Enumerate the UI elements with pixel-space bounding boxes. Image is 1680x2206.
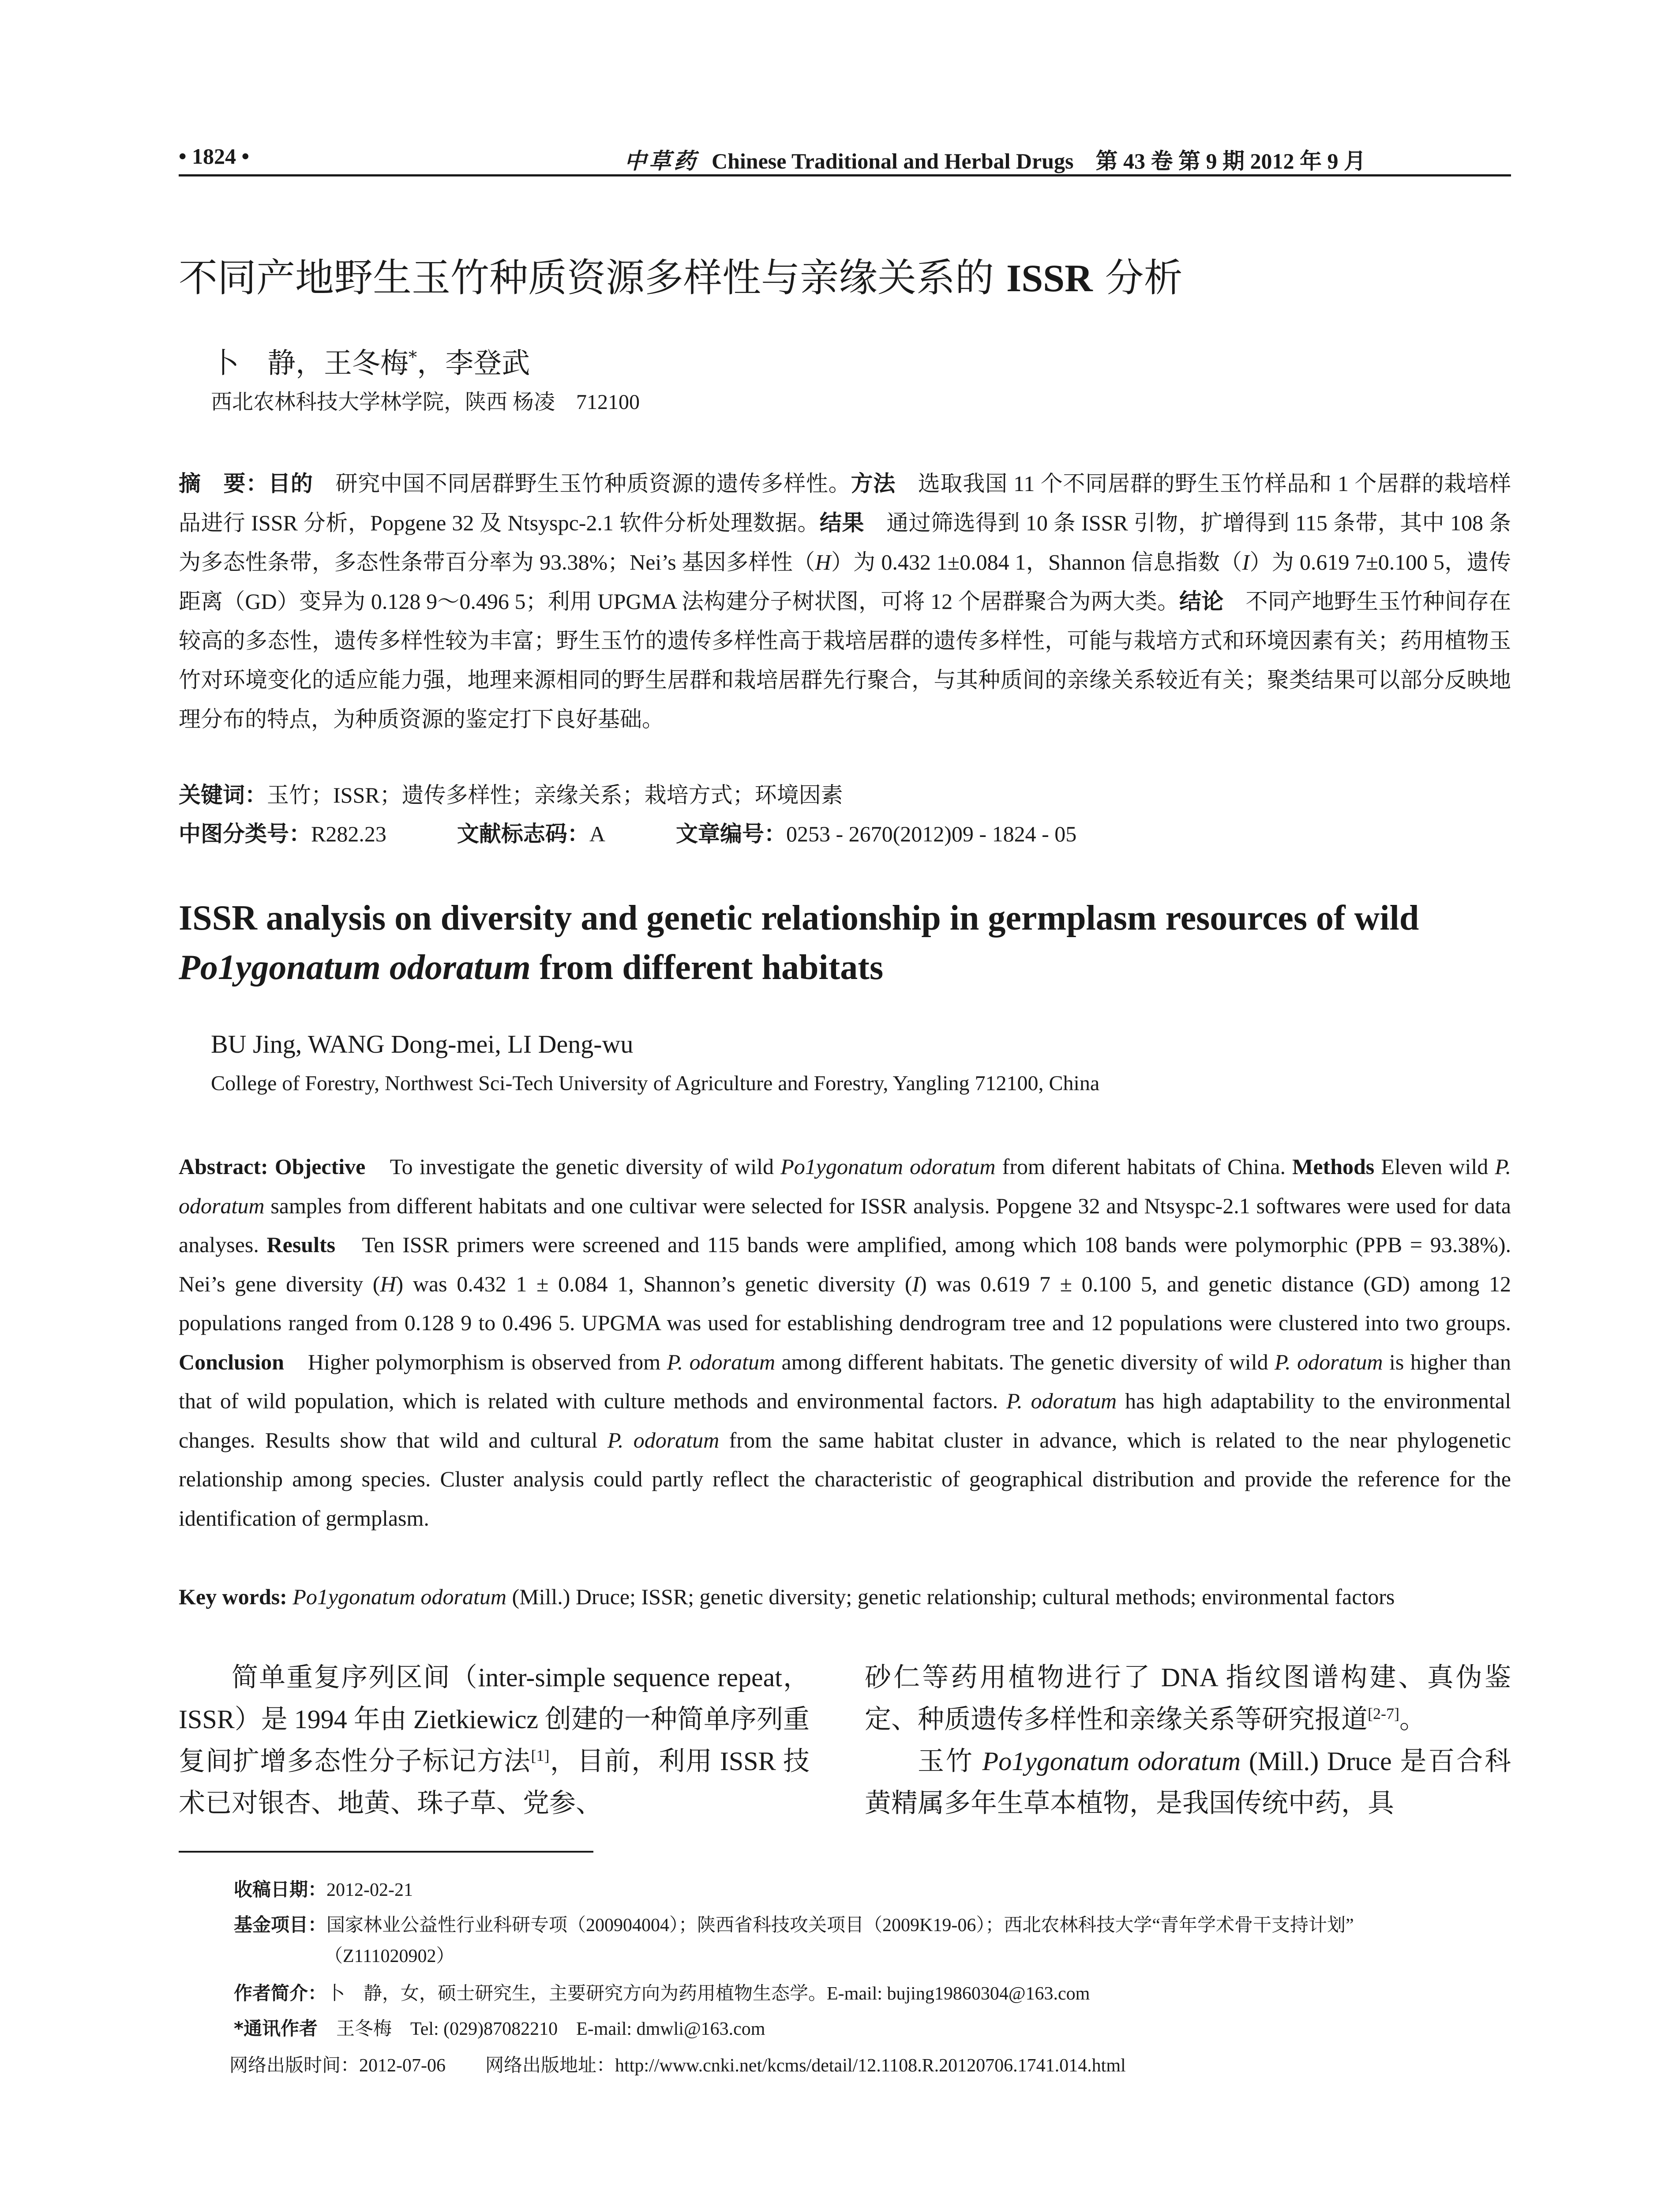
issue-info: 第 43 卷 第 9 期 2012 年 9 月: [1095, 149, 1366, 173]
footnote-corresponding: *通讯作者 王冬梅 Tel: (029)87082210 E-mail: dmwli@163.com: [234, 2018, 765, 2039]
footnote-fund: 基金项目：国家林业公益性行业科研专项（200904004）；陕西省科技攻关项目（2009K19-06）；西北农林科技大学“青年学术骨干支持计划”: [234, 1914, 1354, 1936]
footnote-received: 收稿日期：2012-02-21: [234, 1879, 413, 1900]
citation-ref[interactable]: [1]: [531, 1747, 550, 1764]
page-number: • 1824 •: [179, 144, 250, 169]
body-column-right: [865, 1657, 1511, 1824]
running-header: [179, 143, 1511, 179]
cn-abstract: 摘 要：目的 研究中国不同居群野生玉竹种质资源的遗传多样性。方法 选取我国 11 个不同居群的野生玉竹样品和 1 个居群的栽培样品进行 ISSR 分析，Popgene 32 及 Ntsyspc-2.1 软件分析处理数据。结果 通过筛选得到 10 条 ISSR 引物，扩增得到 115 条带，其中 108 条为多态性条带，多态性条带百分率为 93.38%；Nei’s 基因多样性（H）为 0.432 1±0.084 1，Shannon 信息指数（I）为 0.619 7±0.100 5，遗传距离（GD）变异为 0.128 9～0.496 5；利用 UPGMA 法构建分子树状图，可将 12 个居群聚合为两大类。结论 不同产地野生玉竹种间存在较高的多态性，遗传多样性较为丰富；野生玉竹的遗传多样性高于栽培居群的遗传多样性，可能与栽培方式和环境因素有关；药用植物玉竹对环境变化的适应能力强，地理来源相同的野生居群和栽培居群先行聚合，与其种质间的亲缘关系较近有关；聚类结果可以部分反映地理分布的特点，为种质资源的鉴定打下良好基础。: [179, 471, 1511, 732]
cn-keywords: 关键词：玉竹；ISSR；遗传多样性；亲缘关系；栽培方式；环境因素: [179, 782, 843, 808]
footnote-fund-cont: （Z111020902）: [324, 1946, 455, 1966]
citation-ref[interactable]: [2-7]: [1368, 1705, 1399, 1722]
en-abstract: Abstract: Objective To investigate the genetic diversity of wild Po1ygonatum odoratum from diferent habitats of China. Methods Eleven wild P. odoratum samples from different habitats and one cultivar were selected for ISSR analysis. Popgene 32 and Ntsyspc-2.1 softwares were used for data analyses. Results Ten ISSR primers were screened and 115 bands were amplified, among which 108 bands were polymorphic (PPB = 93.38%). Nei’s gene diversity (H) was 0.432 1 ± 0.084 1, Shannon’s genetic diversity (I) was 0.619 7 ± 0.100 5, and genetic distance (GD) among 12 populations ranged from 0.128 9 to 0.496 5. UPGMA was used for establishing dendrogram tree and 12 populations were clustered into two groups. Conclusion Higher polymorphism is observed from P. odoratum among different habitats. The genetic diversity of wild P. odoratum is higher than that of wild population, which is related with culture methods and environmental factors. P. odoratum has high adaptability to the environmental changes. Results show that wild and cultural P. odoratum from the same habitat cluster in advance, which is related to the near phylogenetic relationship among species. Cluster analysis could partly reflect the characteristic of geographical distribution and provide the reference for the identification of germplasm.: [179, 1154, 1511, 1531]
body-paragraph: 砂仁等药用植物进行了 DNA 指纹图谱构建、真伪鉴定、种质遗传多样性和亲缘关系等研究报道[2-7]。: [865, 1663, 1511, 1734]
header-rule: [179, 174, 1511, 176]
journal-name: [624, 143, 1366, 175]
cn-classification: 中图分类号：R282.23 文献标志码：A 文章编号：0253 - 2670(2012)09 - 1824 - 05: [179, 821, 1077, 847]
footnote-rule: [179, 1851, 593, 1853]
online-address-link[interactable]: http://www.cnki.net/kcms/detail/12.1108.R.20120706.1741.014.html: [615, 2056, 1126, 2076]
cn-authors: 卜 静，王冬梅*，李登武: [211, 347, 530, 380]
en-authors: BU Jing, WANG Dong-mei, LI Deng-wu: [211, 1030, 634, 1058]
en-affiliation: College of Forestry, Northwest Sci-Tech University of Agriculture and Forestry, Yangling 712100, China: [211, 1072, 1100, 1095]
en-keywords: Key words: Po1ygonatum odoratum (Mill.) Druce; ISSR; genetic diversity; genetic relationship; cultural methods; environmental factors: [179, 1584, 1395, 1609]
en-title: ISSR analysis on diversity and genetic relationship in germplasm resources of wild Po1ygonatum odoratum from different habitats: [179, 899, 1419, 987]
body-paragraph: 玉竹 Po1ygonatum odoratum (Mill.) Druce 是百合科黄精属多年生草本植物，是我国传统中药，具: [865, 1747, 1511, 1818]
footnote-author: 作者简介：卜 静，女，硕士研究生，主要研究方向为药用植物生态学。E-mail: bujing19860304@163.com: [234, 1982, 1090, 2004]
journal-en-name: Chinese Traditional and Herbal Drugs: [712, 149, 1074, 173]
cn-affiliation: 西北农林科技大学林学院，陕西 杨凌 712100: [211, 390, 640, 414]
body-column-left: 简单重复序列区间（inter-simple sequence repeat，ISSR）是 1994 年由 Zietkiewicz 创建的一种简单序列重复间扩增多态性分子标记方法[1]，目前，利用 ISSR 技术已对银杏、地黄、珠子草、党参、: [179, 1663, 810, 1818]
cn-title: 不同产地野生玉竹种质资源多样性与亲缘关系的 ISSR 分析: [179, 255, 1183, 300]
journal-logo-text: 中草药: [624, 149, 698, 173]
footnote-online: 网络出版时间：2012-07-06 网络出版地址：http://www.cnki.net/kcms/detail/12.1108.R.20120706.1741.014.html: [229, 2056, 1126, 2076]
